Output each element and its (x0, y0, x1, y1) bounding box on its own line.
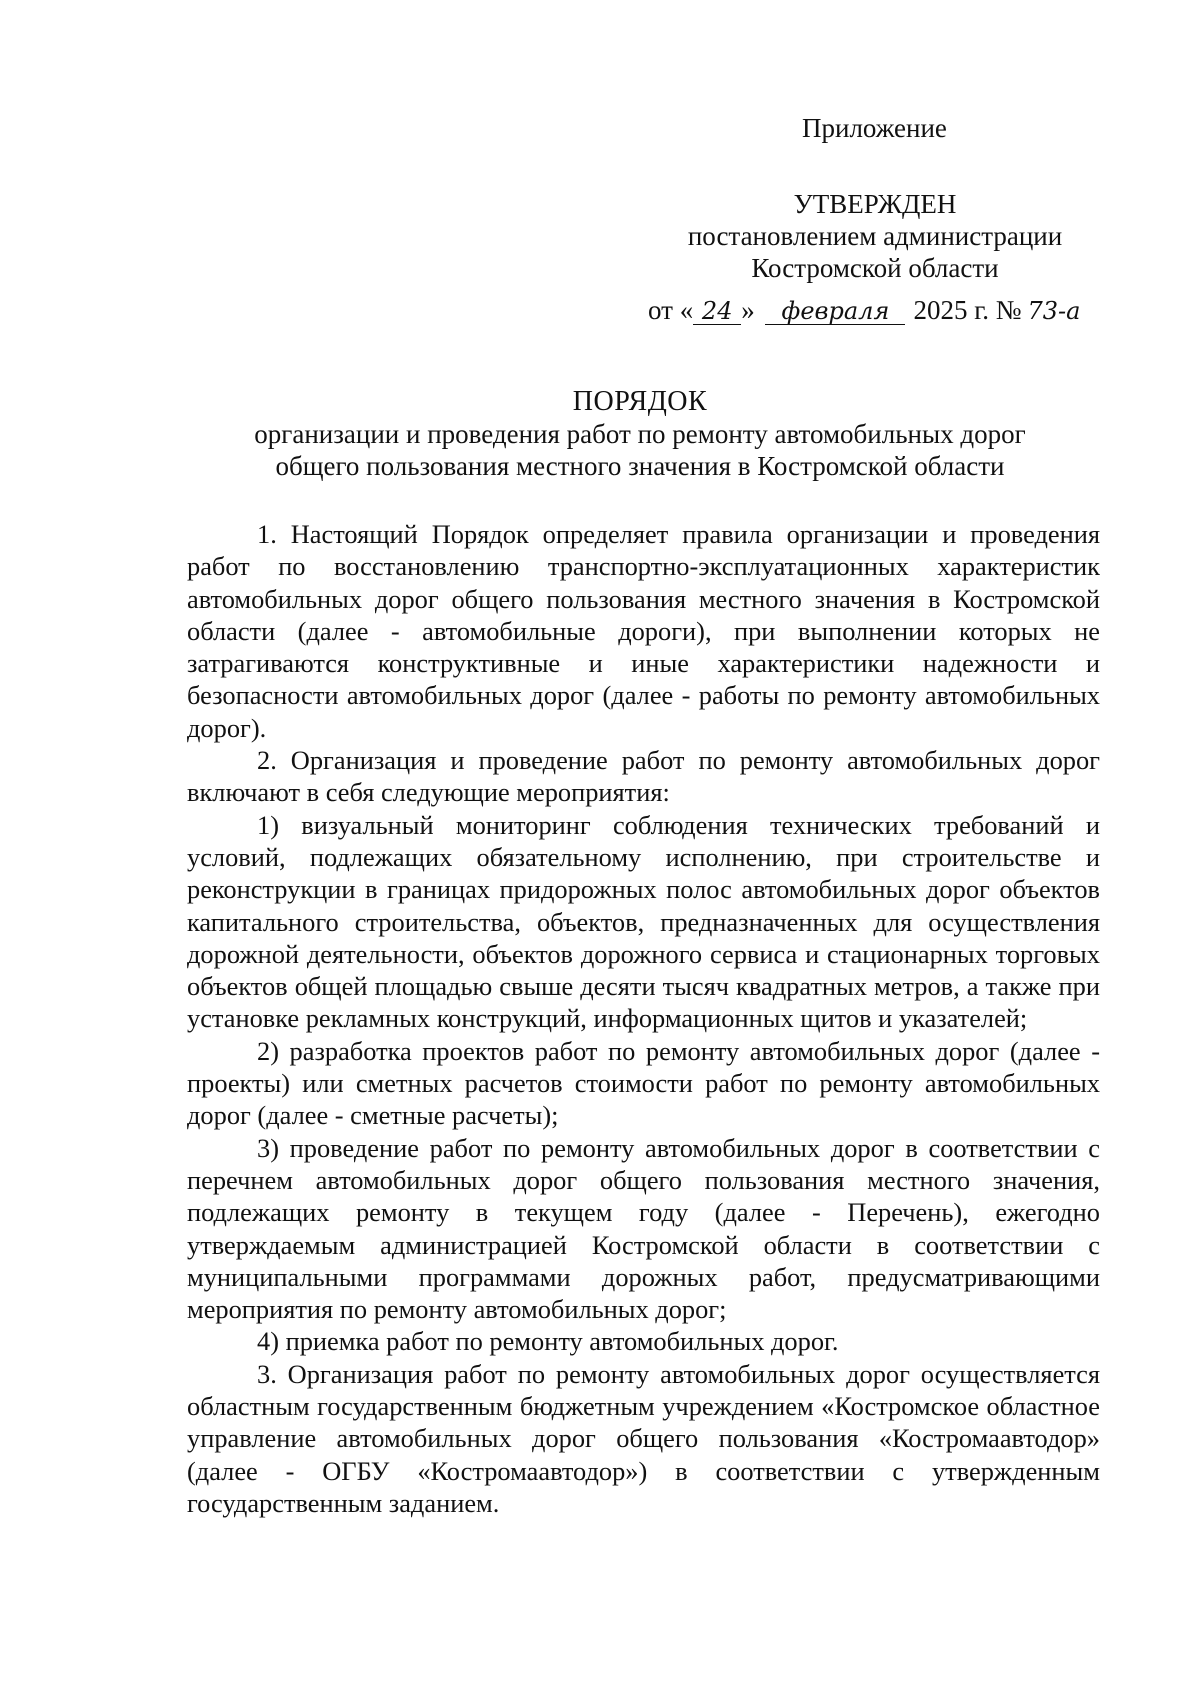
paragraph-2-item-3: 3) проведение работ по ремонту автомобильных дорог в соответствии с перечнем автомобильных дорог общего пользования местного значения, подлежащих ремонту в текущем году (далее - Перечень), ежегодно утверждаемым администрацией Костромской области в соответствии с муниципальными программами дорожных работ, предусматривающими мероприятия по ремонту автомобильных дорог; (187, 1132, 1100, 1325)
paragraph-2-item-1: 1) визуальный мониторинг соблюдения технических требований и условий, подлежащих обязательному исполнению, при строительстве и реконструкции в границах придорожных полос автомобильных дорог объектов капитального строительства, объектов, предназначенных для осуществления дорожной деятельности, объектов дорожного сервиса и стационарных торговых объектов общей площадью свыше десяти тысяч квадратных метров, а также при установке рекламных конструкций, информационных щитов и указателей; (187, 809, 1100, 1034)
approved-heading: УТВЕРЖДЕН (793, 189, 957, 219)
handwritten-day: 24 (693, 298, 741, 325)
date-quote-close: » (741, 295, 755, 325)
paragraph-2-item-4: 4) приемка работ по ремонту автомобильных дорог. (257, 1326, 839, 1357)
paragraph-1: 1. Настоящий Порядок определяет правила организации и проведения работ по восстановлению транспортно-эксплуатационных характеристик автомобильных дорог общего пользования местного значения в Костромской области (далее - автомобильные дороги), при выполнении которых не затрагиваются конструктивные и иные характеристики надежности и безопасности автомобильных дорог (далее - работы по ремонту автомобильных дорог). (187, 519, 1100, 743)
approved-by-line-2: Костромской области (751, 253, 999, 283)
handwritten-decree-number: 73-а (1027, 297, 1081, 325)
title-main: ПОРЯДОК (572, 386, 708, 417)
document-title (180, 386, 1100, 482)
decree-date-line (648, 294, 1114, 326)
document-body (187, 518, 1100, 1519)
title-line-3: общего пользования местного значения в Костромской области (275, 451, 1005, 481)
paragraph-2: 2. Организация и проведение работ по ремонту автомобильных дорог включают в себя следующие мероприятия: (187, 745, 1100, 808)
approval-block (660, 188, 1090, 284)
paragraph-2-item-2: 2) разработка проектов работ по ремонту автомобильных дорог (далее - проекты) или сметных расчетов стоимости работ по ремонту автомобильных дорог (далее - сметные расчеты); (187, 1035, 1100, 1131)
appendix-label: Приложение (802, 113, 947, 143)
date-prefix: от « (648, 295, 694, 325)
title-line-2: организации и проведения работ по ремонту автомобильных дорог (254, 419, 1026, 449)
paragraph-3: 3. Организация работ по ремонту автомобильных дорог осуществляется областным государственным бюджетным учреждением «Костромское областное управление автомобильных дорог общего пользования «Костромаавтодор» (далее - ОГБУ «Костромаавтодор») в соответствии с утвержденным государственным заданием. (187, 1358, 1100, 1518)
date-year-number-label: 2025 г. № (913, 295, 1022, 325)
approved-by-line-1: постановлением администрации (687, 221, 1063, 251)
handwritten-month: февраля (765, 298, 905, 325)
